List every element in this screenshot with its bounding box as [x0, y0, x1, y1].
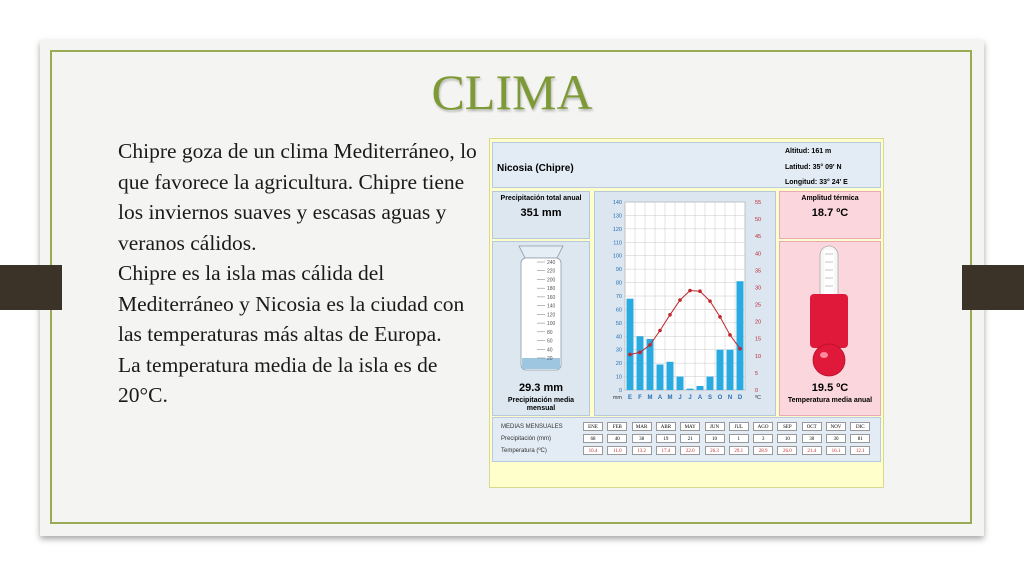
month-cell: MAR: [632, 422, 652, 431]
month-cell: SEP: [777, 422, 797, 431]
temperature-point: [628, 353, 632, 357]
precip-total-label: Precipitación total anual: [500, 195, 582, 202]
precip-bar: [697, 386, 704, 390]
temperature-point: [638, 351, 642, 355]
precip-row-label: Precipitación (mm): [501, 436, 552, 442]
temperature-point: [728, 333, 732, 337]
y-right-tick-label: 40: [755, 251, 762, 258]
longitude: Longitud: 33° 24' E: [785, 179, 848, 186]
precip-cell: 30: [802, 434, 822, 443]
y-right-tick-label: 45: [755, 234, 762, 241]
precip-mean-label: Precipitación media mensual: [507, 397, 575, 412]
temp-cell: 22.0: [680, 446, 700, 455]
month-cell: FEB: [607, 422, 627, 431]
precip-bar: [707, 377, 714, 390]
precip-bar: [737, 281, 744, 390]
precip-total-value: 351 mm: [520, 207, 562, 219]
slide-title: CLIMA: [431, 64, 593, 120]
monthly-table: [492, 417, 881, 462]
temp-cell: 12.1: [850, 446, 870, 455]
y-left-tick-label: 130: [612, 213, 622, 220]
precip-cell: 81: [850, 434, 870, 443]
y-left-tick-label: 50: [615, 320, 622, 327]
precip-cell: 1: [729, 434, 749, 443]
x-tick-label: A: [697, 395, 703, 401]
rain-gauge-tick-label: 80: [547, 329, 553, 336]
month-cell: AGO: [753, 422, 773, 431]
precip-cell: 68: [583, 434, 603, 443]
month-cell: ABR: [656, 422, 676, 431]
rain-gauge-tick-label: 200: [547, 277, 556, 284]
y-left-tick-label: 100: [612, 253, 622, 260]
y2-unit-label: ºC: [755, 395, 761, 401]
precip-bar: [667, 362, 674, 390]
rain-gauge-tick-label: 240: [547, 260, 556, 266]
precip-cell: 21: [680, 434, 700, 443]
y-left-tick-label: 80: [615, 280, 622, 287]
precip-bar: [717, 350, 724, 390]
y-right-tick-label: 35: [755, 268, 762, 275]
precip-cell: 19: [656, 434, 676, 443]
x-tick-label: M: [647, 395, 653, 401]
temperature-point: [688, 289, 692, 293]
temp-mean-value: 19.5 ºC: [811, 382, 849, 394]
x-tick-label: J: [688, 395, 692, 401]
y-left-tick-label: 30: [615, 347, 622, 354]
x-tick-label: S: [707, 395, 713, 401]
month-cell: DIC: [850, 422, 870, 431]
y-right-tick-label: 55: [755, 200, 762, 206]
month-cell: NOV: [826, 422, 846, 431]
precip-bar: [627, 299, 634, 390]
precip-cell: 10: [777, 434, 797, 443]
y-left-tick-label: 110: [613, 240, 622, 247]
rain-gauge-tick-label: 140: [547, 303, 556, 310]
precip-cell: 30: [826, 434, 846, 443]
precip-cell: 10: [705, 434, 725, 443]
temperature-point: [668, 313, 672, 317]
temp-cell: 21.4: [802, 446, 822, 455]
month-cell: JUN: [705, 422, 725, 431]
temperature-point: [648, 343, 652, 347]
station-name: Nicosia (Chipre): [497, 163, 574, 174]
y-right-tick-label: 30: [755, 285, 762, 292]
temperature-point: [698, 289, 702, 293]
x-tick-label: A: [657, 395, 663, 401]
y-left-tick-label: 120: [612, 226, 622, 233]
temperature-point: [738, 347, 742, 351]
month-cell: MAY: [680, 422, 700, 431]
y-right-tick-label: 25: [755, 302, 762, 309]
temp-row-label: Temperatura (ºC): [501, 448, 547, 454]
rain-gauge-tick-label: 220: [547, 268, 556, 275]
climogram-chart-box: [594, 191, 776, 416]
y-right-tick-label: 50: [755, 217, 762, 224]
body-text: [118, 136, 478, 411]
paragraph-2: Chipre es la isla mas cálida del Mediterráneo y Nicosia es la ciudad con las temperaturas más altas de Europa.: [118, 261, 465, 346]
y-left-tick-label: 0: [618, 388, 622, 394]
temp-cell: 11.0: [607, 446, 627, 455]
x-tick-label: M: [667, 395, 673, 401]
y-left-tick-label: 20: [615, 361, 622, 368]
temp-mean-box: [779, 241, 881, 416]
left-tab-decoration: [0, 265, 62, 310]
temp-cell: 10.4: [583, 446, 603, 455]
precip-bar: [727, 350, 734, 390]
paragraph-1: Chipre goza de un clima Mediterráneo, lo que favorece la agricultura. Chipre tiene los inviernos suaves y escasas aguas y veranos cálidos.: [118, 139, 477, 255]
temp-cell: 17.4: [656, 446, 676, 455]
x-unit-label: mm: [612, 395, 622, 401]
precip-cell: 3: [753, 434, 773, 443]
temp-cell: 13.2: [632, 446, 652, 455]
precip-total-box: [492, 191, 590, 239]
month-cell: OCT: [802, 422, 822, 431]
temperature-point: [718, 315, 722, 319]
amplitude-value: 18.7 ºC: [811, 207, 849, 219]
precip-cell: 40: [607, 434, 627, 443]
precip-bar: [657, 364, 664, 390]
altitude: Altitud: 161 m: [785, 148, 832, 155]
temp-cell: 26.0: [777, 446, 797, 455]
rain-gauge-tick-label: 20: [547, 356, 553, 362]
paragraph-3: La temperatura media de la isla es de 20°C.: [118, 352, 438, 407]
amplitude-label: Amplitud térmica: [801, 195, 859, 202]
y-right-tick-label: 10: [755, 353, 762, 360]
temp-cell: 29.1: [729, 446, 749, 455]
y-right-tick-label: 15: [755, 336, 762, 343]
precip-bar: [637, 336, 644, 390]
month-cell: JUL: [729, 422, 749, 431]
temp-cell: 16.1: [826, 446, 846, 455]
temperature-point: [658, 329, 662, 333]
precip-bar: [677, 377, 684, 390]
rain-gauge-tick-label: 100: [547, 321, 556, 328]
y-left-tick-label: 60: [615, 307, 622, 314]
station-header: [492, 142, 881, 188]
table-header-label: MEDIAS MENSUALES: [501, 424, 563, 430]
y-left-tick-label: 10: [615, 374, 622, 381]
right-tab-decoration: [962, 265, 1024, 310]
rain-gauge-tick-label: 160: [547, 294, 556, 301]
y-right-tick-label: 20: [755, 319, 762, 326]
y-left-tick-label: 40: [615, 334, 622, 341]
climogram-chart: [595, 192, 775, 415]
thermometer-icon: [780, 242, 880, 378]
precip-cell: 38: [632, 434, 652, 443]
precip-bar: [687, 389, 694, 390]
x-tick-label: O: [717, 395, 723, 401]
y-left-tick-label: 70: [615, 294, 622, 300]
y-right-tick-label: 0: [755, 388, 759, 394]
x-tick-label: N: [727, 395, 733, 401]
temp-mean-label: Temperatura media anual: [787, 397, 873, 404]
precip-mean-box: [492, 241, 590, 416]
month-cell: ENE: [583, 422, 603, 431]
latitude: Latitud: 35° 09' N: [785, 164, 842, 171]
y-right-tick-label: 5: [755, 370, 759, 377]
rain-gauge-icon: [493, 242, 589, 378]
x-tick-label: E: [627, 395, 633, 401]
rain-gauge-tick-label: 180: [547, 286, 556, 293]
precip-mean-value: 29.3 mm: [518, 382, 564, 394]
x-tick-label: F: [638, 395, 642, 401]
x-tick-label: D: [737, 395, 743, 401]
temperature-point: [678, 298, 682, 302]
rain-gauge-tick-label: 60: [547, 338, 553, 345]
temperature-point: [708, 299, 712, 303]
rain-gauge-tick-label: 120: [547, 312, 556, 319]
climogram-panel: [489, 138, 884, 488]
y-left-tick-label: 90: [615, 267, 622, 274]
temp-cell: 28.9: [753, 446, 773, 455]
temp-cell: 26.3: [705, 446, 725, 455]
rain-gauge-tick-label: 40: [547, 347, 553, 354]
y-left-tick-label: 140: [612, 200, 622, 206]
x-tick-label: J: [678, 395, 682, 401]
amplitude-box: [779, 191, 881, 239]
